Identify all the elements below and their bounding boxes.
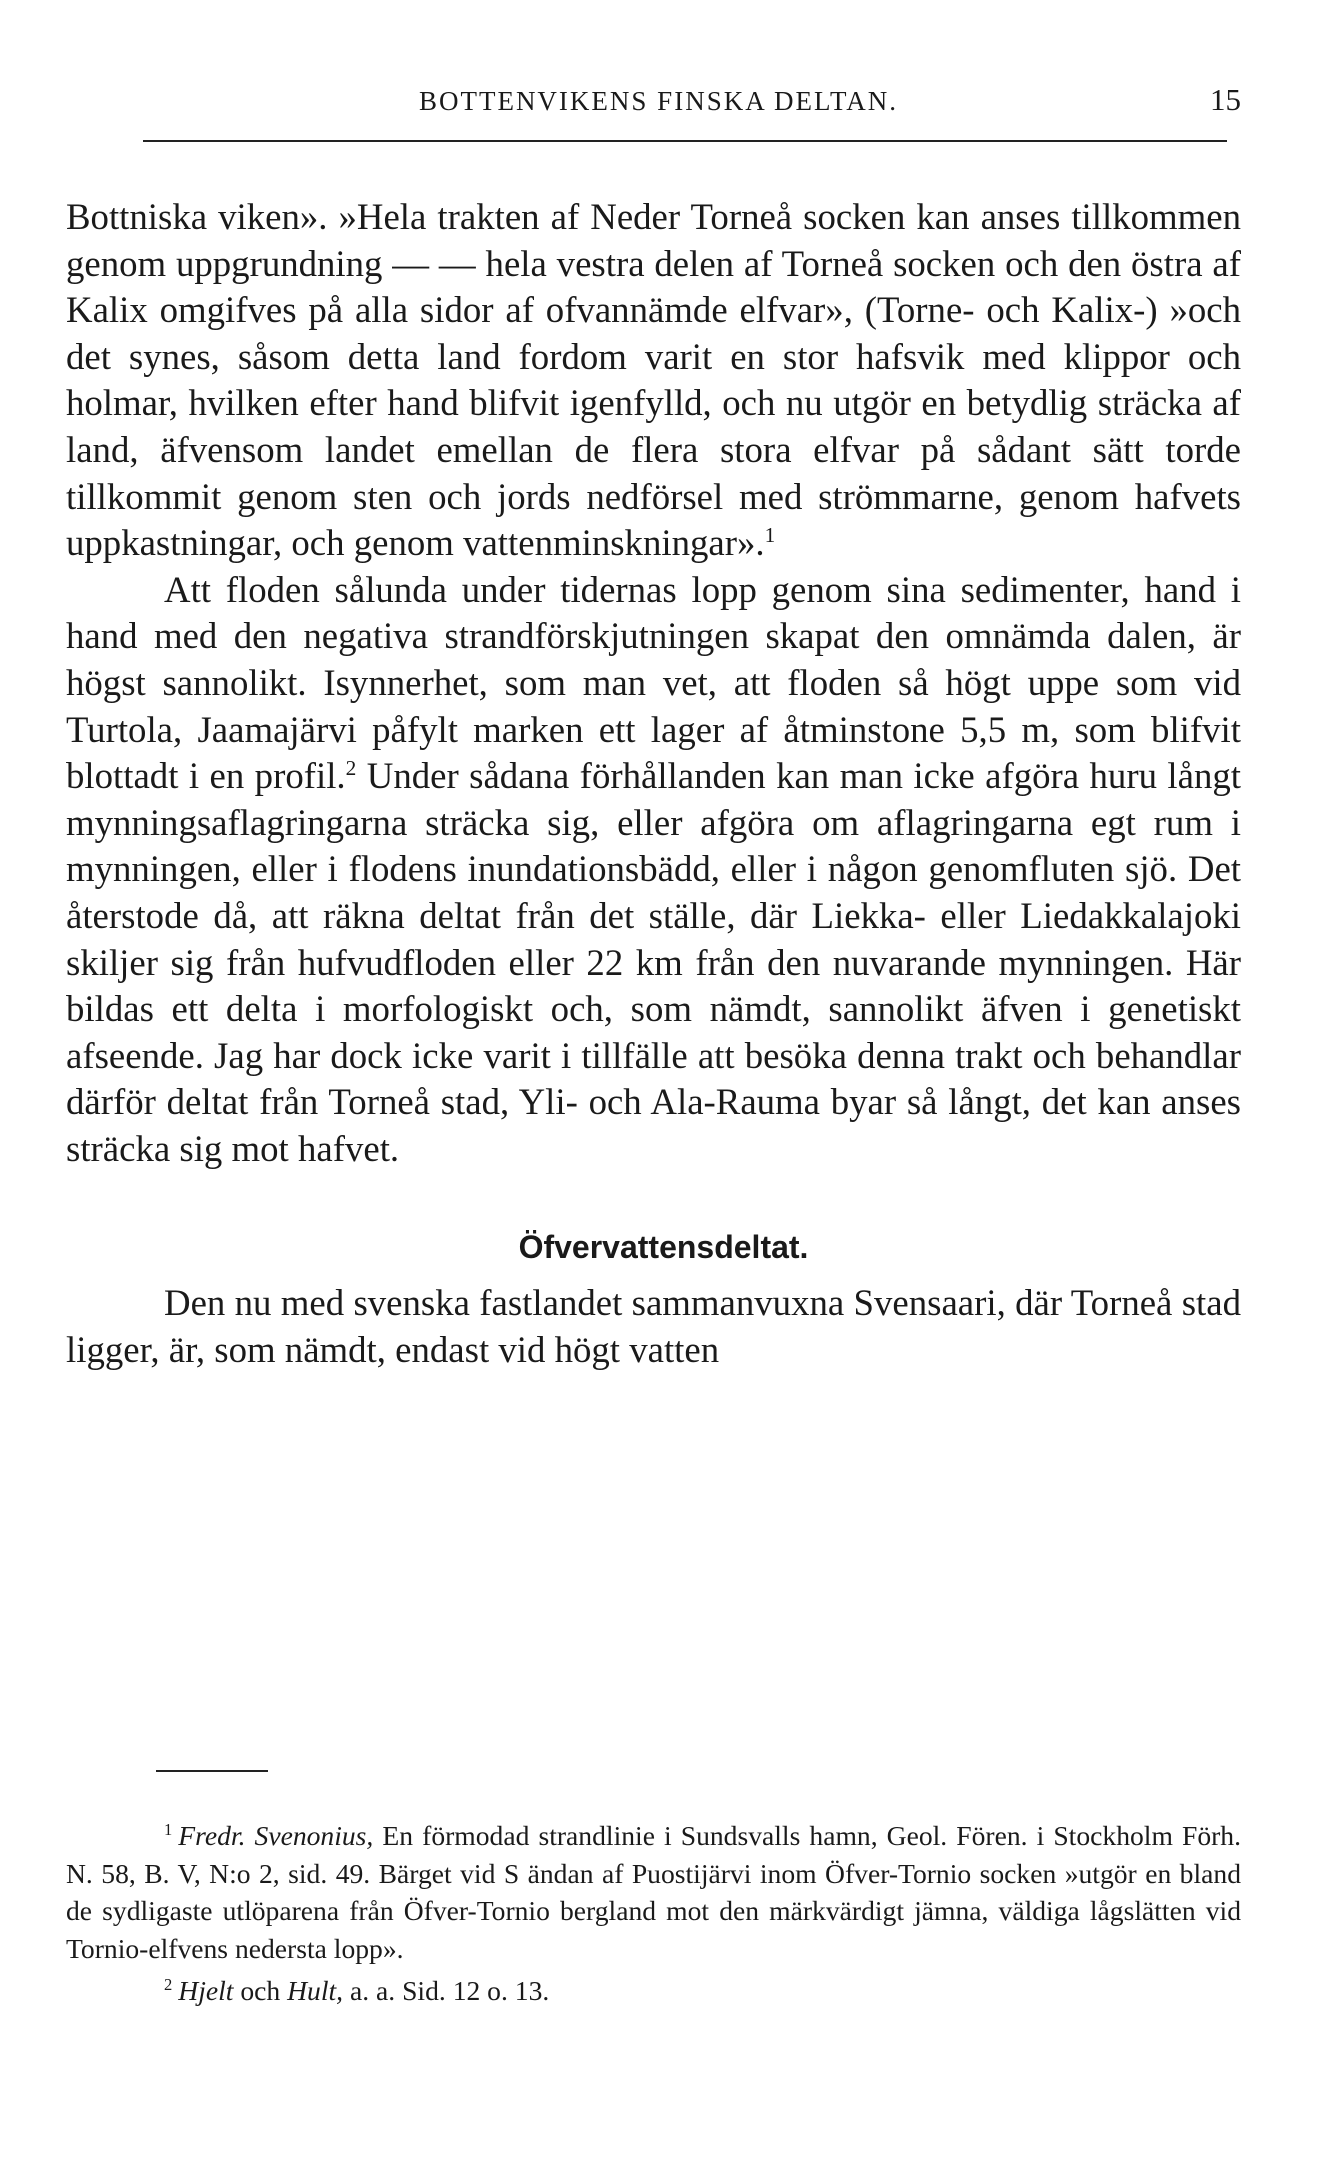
footnote-2 [66, 1972, 1241, 2010]
paragraph-2 [66, 567, 1241, 1173]
footnote-1-text: En förmodad strandlinie i Sundsvalls hamn, Geol. Fören. i Stockholm Förh. N. 58, B. V, N:o 2, sid. 49. Bärget vid S ändan af Puostijärvi inom Öfver-Tornio socken »utgör en bland de sydligaste utlöparena från Öfver-Tornio bergland mot den märkvärdigt jämna, väldiga lågslätten vid Tornio-elfvens nedersta lopp». [66, 1820, 1242, 1965]
body-text [66, 194, 1241, 1374]
footnote-ref-1: 1 [764, 522, 776, 547]
footnote-2-mark: 2 [164, 1974, 173, 1994]
paragraph-2a-text: Att floden sålunda under tidernas lopp genom sina sedimenter, hand i hand med den negativa strandförskjutningen skapat den omnämda dalen, är högst sannolikt. Isynnerhet, som man vet, att floden så högt uppe som vid Turtola, Jaamajärvi påfylt marken ett lager af åtminstone 5,5 m, som blifvit blottadt i en profil. [66, 568, 1241, 797]
page-number: 15 [1210, 82, 1241, 117]
footnote-2-text: a. a. Sid. 12 o. 13. [350, 1974, 550, 2006]
footnote-2-author-1: Hjelt [178, 1974, 234, 2006]
footnotes [66, 1817, 1241, 2010]
running-head [66, 82, 1251, 122]
footnote-rule [156, 1770, 268, 1772]
footnote-1 [66, 1817, 1241, 1968]
footnote-ref-2: 2 [345, 755, 357, 780]
paragraph-2b-text: Under sådana förhållanden kan man icke afgöra huru långt mynningsaflagringarna sträcka sig, eller afgöra om aflagringarna egt rum i mynningen, eller i flodens inundationsbädd, eller i någon genomfluten sjö. Det återstode då, att räkna deltat från det ställe, där Liekka- eller Liedakkalajoki skiljer sig från hufvudfloden eller 22 km från den nuvarande mynningen. Här bildas ett delta i morfologiskt och, som nämdt, sannolikt äfven i genetiskt afseende. Jag har dock icke varit i tillfälle att besöka denna trakt och behandlar därför deltat från Torneå stad, Yli- och Ala-Rauma byar så långt, det kan anses sträcka sig mot hafvet. [66, 755, 1241, 1169]
footnote-1-author: Fredr. Svenonius, [178, 1820, 374, 1851]
header-rule [143, 140, 1227, 142]
section-title: Öfvervattensdeltat. [518, 1229, 809, 1266]
running-title: BOTTENVIKENS FINSKA DELTAN. [418, 86, 899, 116]
footnote-1-mark: 1 [164, 1820, 173, 1840]
footnote-2-author-2: Hult, [287, 1974, 344, 2006]
paragraph-1-text: Bottniska viken». »Hela trakten af Neder Torneå socken kan anses tillkommen genom uppgrundning — — hela vestra delen af Torneå socken och den östra af Kalix omgifves på alla sidor af ofvannämde elfvar», (Torne- och Kalix-) »och det synes, såsom detta land fordom varit en stor hafsvik med klippor och holmar, hvilken efter hand blifvit igenfylld, och nu utgör en betydlig sträcka af land, äfvensom landet emellan de flera stora elfvar på sådant sätt torde tillkommit genom sten och jords nedförsel med strömmarne, genom hafvets uppkastningar, och genom vattenminskningar». [66, 196, 1241, 564]
paragraph-1 [66, 194, 1241, 567]
paragraph-3: Den nu med svenska fastlandet sammanvuxna Svensaari, där Torneå stad ligger, är, som nämdt, endast vid högt vatten [66, 1282, 1241, 1371]
footnote-2-och: och [240, 1974, 281, 2006]
